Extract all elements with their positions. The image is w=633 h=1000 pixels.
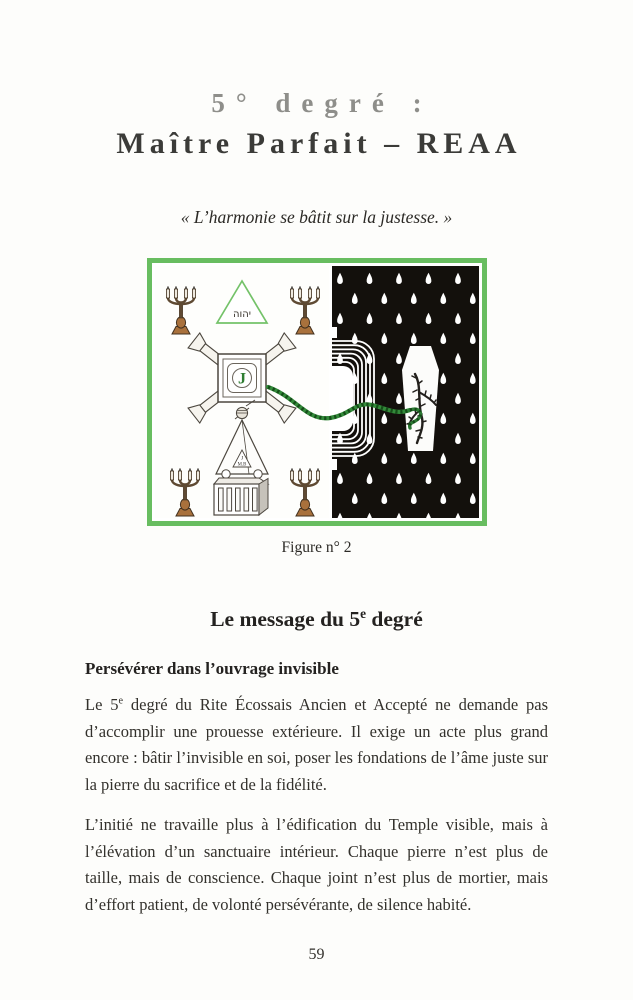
chamber-white-panel [155,266,329,518]
epigraph-quote: « L’harmonie se bâtit sur la justesse. » [180,207,453,227]
section-heading [85,607,548,632]
section-subheading: Persévérer dans l’ouvrage invisible [85,659,339,678]
candelabra-icon [166,287,195,335]
svg-text:J: J [240,455,243,462]
candelabra-icon [290,469,319,517]
candelabra-icon [290,287,319,335]
yhwh-triangle-icon [217,281,267,323]
heading-text: Le message du 5 [210,607,361,631]
paragraph-text: L’initié ne travaille plus à l’édification du Temple visible, mais à l’élévation d’un sanctuaire intérieur. Chaque pierre n’est plus de taille, mais de conscience. Chaque joint n’est plus de mortier, mais d’effort patient, de volonté persévérante, de silence habité. [85,814,548,915]
candelabra-icon [170,469,199,517]
spire-icon [214,400,268,515]
figure-frame [147,258,487,526]
page-title: Maître Parfait – REAA [116,127,522,160]
heading-superscript: e [360,605,367,621]
body-paragraph [85,812,548,919]
chamber-black-panel [332,266,479,518]
svg-text:J: J [237,370,246,388]
paragraph-text: Le 5 [85,695,119,714]
page-number: 59 [308,946,325,963]
svg-text:M.B: M.B [237,462,246,468]
figure-caption: Figure n° 2 [281,539,352,556]
message-section [0,607,633,919]
svg-text:יהוה: יהוה [232,309,251,320]
body-paragraph [85,692,548,799]
paragraph-superscript: e [118,695,124,707]
heading-text: degré [366,607,423,631]
figure-block [0,258,633,557]
paragraph-text: degré du Rite Écossais Ancien et Accepté ne demande pas d’accomplir une prouesse extérieure. Il exige un acte plus grand encore : bâtir l’invisible en soi, poser les fondations de l’âme juste sur la pierre du sacrifice et de la fidélité. [85,695,548,795]
degree-label: 5° degré : [211,88,433,118]
page-header [0,0,633,228]
